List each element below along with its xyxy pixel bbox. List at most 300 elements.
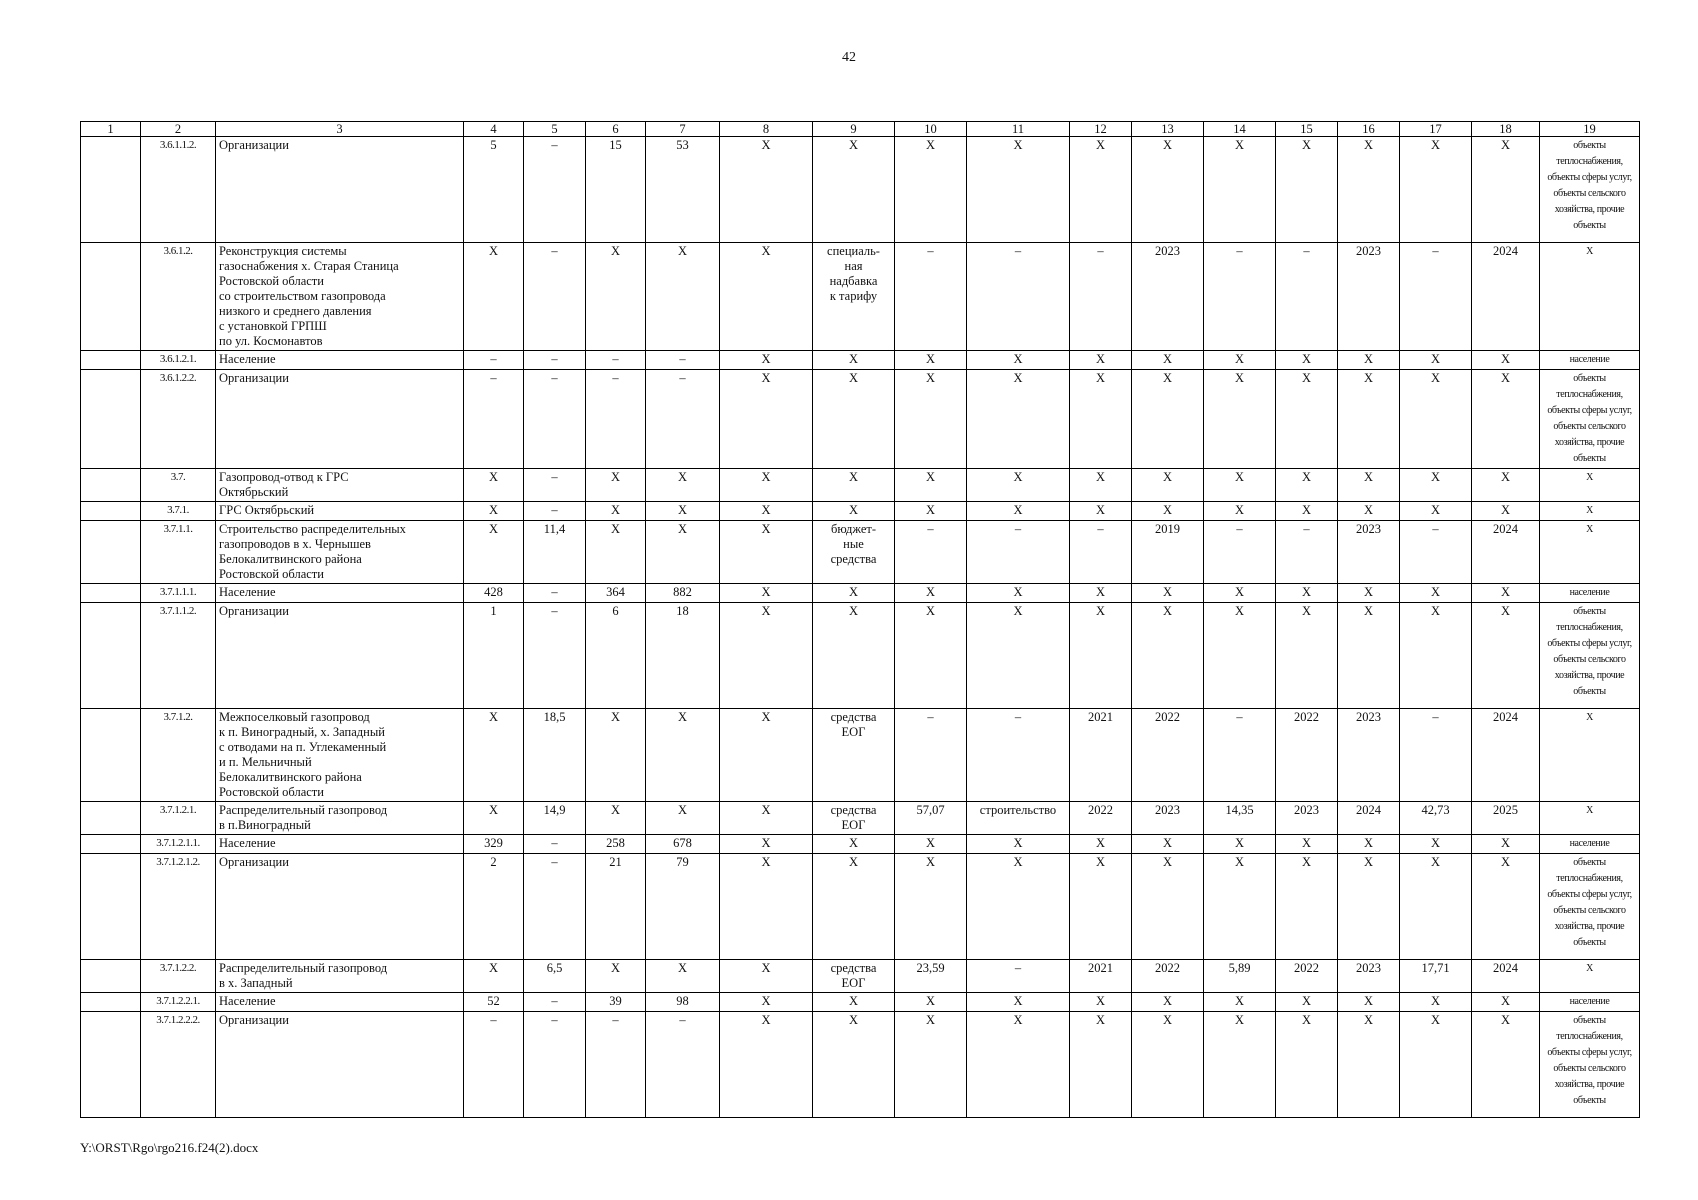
- table-cell: Х: [1472, 993, 1540, 1012]
- table-cell: Х: [586, 709, 646, 802]
- table-cell: Х: [967, 835, 1070, 854]
- table-cell: Х: [1400, 351, 1472, 370]
- table-cell: Х: [1276, 835, 1338, 854]
- item-name: Организации: [216, 854, 464, 960]
- table-cell: [81, 603, 141, 709]
- table-cell: 5,89: [1204, 960, 1276, 993]
- table-cell: Х: [813, 835, 895, 854]
- table-cell: 57,07: [895, 802, 967, 835]
- table-row: [81, 137, 1640, 243]
- table-cell: Х: [464, 709, 524, 802]
- item-code: 3.7.1.1.2.: [141, 603, 216, 709]
- table-cell: Х: [967, 137, 1070, 243]
- table-cell: 14,9: [524, 802, 586, 835]
- table-cell: Х: [1400, 469, 1472, 502]
- item-code: 3.7.1.1.1.: [141, 584, 216, 603]
- table-cell: 39: [586, 993, 646, 1012]
- table-cell: Х: [1472, 835, 1540, 854]
- table-cell: Х: [1204, 469, 1276, 502]
- table-cell: –: [586, 351, 646, 370]
- table-cell: Х: [813, 584, 895, 603]
- table-row: [81, 802, 1640, 835]
- table-cell: –: [1276, 243, 1338, 351]
- item-name: Газопровод-отвод к ГРС Октябрьский: [216, 469, 464, 502]
- table-cell: Х: [895, 502, 967, 521]
- column-number: 17: [1400, 122, 1472, 137]
- table-cell: Х: [1472, 370, 1540, 469]
- table-cell: Х: [1070, 502, 1132, 521]
- table-cell: Х: [813, 993, 895, 1012]
- table-row: [81, 993, 1640, 1012]
- table-cell: –: [524, 469, 586, 502]
- table-cell: Х: [1132, 137, 1204, 243]
- consumer-category: Х: [1540, 243, 1640, 351]
- consumer-category: объекты теплоснабжения, объекты сферы услуг, объекты сельского хозяйства, прочие объекты: [1540, 854, 1640, 960]
- item-code: 3.7.1.2.2.1.: [141, 993, 216, 1012]
- table-cell: Х: [1338, 1012, 1400, 1118]
- table-cell: Х: [1070, 584, 1132, 603]
- table-cell: –: [646, 351, 720, 370]
- column-number: 16: [1338, 122, 1400, 137]
- item-code: 3.6.1.2.: [141, 243, 216, 351]
- item-name: Население: [216, 584, 464, 603]
- table-cell: Х: [967, 584, 1070, 603]
- table-cell: Х: [586, 521, 646, 584]
- table-cell: –: [524, 351, 586, 370]
- table-cell: Х: [720, 709, 813, 802]
- table-cell: Х: [1204, 835, 1276, 854]
- item-name: Население: [216, 993, 464, 1012]
- table-cell: Х: [1472, 854, 1540, 960]
- table-cell: Х: [586, 802, 646, 835]
- table-cell: [81, 137, 141, 243]
- table-cell: –: [524, 137, 586, 243]
- table-cell: –: [524, 370, 586, 469]
- column-number: 11: [967, 122, 1070, 137]
- table-cell: Х: [967, 854, 1070, 960]
- item-code: 3.7.1.2.1.2.: [141, 854, 216, 960]
- item-name: Организации: [216, 603, 464, 709]
- consumer-category: объекты теплоснабжения, объекты сферы услуг, объекты сельского хозяйства, прочие объекты: [1540, 603, 1640, 709]
- file-path-footer: Y:\ORST\Rgo\rgo216.f24(2).docx: [80, 1140, 259, 1155]
- consumer-category: Х: [1540, 502, 1640, 521]
- table-row: [81, 854, 1640, 960]
- table-cell: Х: [1338, 584, 1400, 603]
- table-cell: Х: [1204, 351, 1276, 370]
- table-cell: –: [524, 584, 586, 603]
- table-row: [81, 521, 1640, 584]
- column-number: 12: [1070, 122, 1132, 137]
- table-cell: 678: [646, 835, 720, 854]
- column-number: 13: [1132, 122, 1204, 137]
- table-cell: Х: [646, 802, 720, 835]
- table-cell: Х: [720, 854, 813, 960]
- item-name: Межпоселковый газопровод к п. Виноградный, х. Западный с отводами на п. Углекаменный и п. Мельничный Белокалитвинского района Ростовской области: [216, 709, 464, 802]
- table-cell: Х: [1400, 137, 1472, 243]
- item-name: Реконструкция системы газоснабжения х. Старая Станица Ростовской области со строительством газопровода низкого и среднего давления с установкой ГРПШ по ул. Космонавтов: [216, 243, 464, 351]
- table-cell: [81, 960, 141, 993]
- consumer-category: население: [1540, 835, 1640, 854]
- table-cell: [81, 521, 141, 584]
- table-cell: 364: [586, 584, 646, 603]
- consumer-category: Х: [1540, 960, 1640, 993]
- table-cell: [81, 502, 141, 521]
- item-name: Распределительный газопровод в п.Виноградный: [216, 802, 464, 835]
- column-number: 4: [464, 122, 524, 137]
- table-cell: [81, 854, 141, 960]
- table-cell: –: [1276, 521, 1338, 584]
- table-cell: Х: [720, 243, 813, 351]
- table-cell: Х: [1338, 351, 1400, 370]
- table-cell: Х: [646, 243, 720, 351]
- table-cell: Х: [1070, 469, 1132, 502]
- table-cell: Х: [813, 351, 895, 370]
- table-cell: Х: [813, 469, 895, 502]
- table-cell: Х: [720, 1012, 813, 1118]
- table-cell: Х: [1070, 137, 1132, 243]
- table-cell: Х: [720, 351, 813, 370]
- table-cell: [81, 243, 141, 351]
- column-number: 5: [524, 122, 586, 137]
- item-name: Население: [216, 835, 464, 854]
- table-cell: Х: [1276, 502, 1338, 521]
- column-number: 18: [1472, 122, 1540, 137]
- table-cell: 428: [464, 584, 524, 603]
- table-row: [81, 584, 1640, 603]
- table-cell: Х: [646, 502, 720, 521]
- table-cell: Х: [1204, 584, 1276, 603]
- table-cell: –: [967, 960, 1070, 993]
- consumer-category: Х: [1540, 521, 1640, 584]
- table-cell: –: [524, 835, 586, 854]
- table-cell: 2024: [1338, 802, 1400, 835]
- table-cell: 2022: [1132, 709, 1204, 802]
- table-cell: Х: [1132, 502, 1204, 521]
- table-cell: Х: [895, 603, 967, 709]
- table-row: [81, 709, 1640, 802]
- table-cell: Х: [1132, 469, 1204, 502]
- table-cell: Х: [1276, 137, 1338, 243]
- table-cell: Х: [1400, 1012, 1472, 1118]
- table-cell: 2023: [1276, 802, 1338, 835]
- table-cell: 2021: [1070, 709, 1132, 802]
- table-cell: 21: [586, 854, 646, 960]
- consumer-category: Х: [1540, 709, 1640, 802]
- table-cell: –: [524, 993, 586, 1012]
- table-cell: 52: [464, 993, 524, 1012]
- table-cell: Х: [967, 351, 1070, 370]
- table-cell: –: [967, 243, 1070, 351]
- table-cell: Х: [1070, 1012, 1132, 1118]
- table-cell: Х: [967, 603, 1070, 709]
- table-cell: –: [524, 243, 586, 351]
- table-cell: 2022: [1132, 960, 1204, 993]
- table-cell: Х: [895, 370, 967, 469]
- table-cell: Х: [720, 469, 813, 502]
- item-code: 3.6.1.2.1.: [141, 351, 216, 370]
- table-cell: –: [524, 502, 586, 521]
- table-cell: 98: [646, 993, 720, 1012]
- table-cell: [81, 584, 141, 603]
- item-code: 3.7.1.2.2.2.: [141, 1012, 216, 1118]
- table-cell: 2024: [1472, 960, 1540, 993]
- table-cell: 5: [464, 137, 524, 243]
- table-cell: Х: [1276, 993, 1338, 1012]
- table-cell: 2024: [1472, 709, 1540, 802]
- table-cell: 2023: [1338, 960, 1400, 993]
- table-cell: –: [464, 370, 524, 469]
- table-cell: Х: [1400, 502, 1472, 521]
- table-cell: средства ЕОГ: [813, 960, 895, 993]
- table-cell: –: [646, 370, 720, 469]
- table-cell: Х: [720, 835, 813, 854]
- table-cell: Х: [720, 960, 813, 993]
- consumer-category: объекты теплоснабжения, объекты сферы услуг, объекты сельского хозяйства, прочие объекты: [1540, 370, 1640, 469]
- table-cell: 2023: [1132, 802, 1204, 835]
- consumer-category: Х: [1540, 802, 1640, 835]
- table-cell: –: [586, 370, 646, 469]
- table-cell: –: [895, 243, 967, 351]
- table-cell: Х: [1204, 137, 1276, 243]
- table-cell: –: [524, 854, 586, 960]
- table-cell: Х: [720, 603, 813, 709]
- table-cell: [81, 351, 141, 370]
- item-name: Организации: [216, 370, 464, 469]
- column-number: 10: [895, 122, 967, 137]
- table-cell: Х: [1070, 370, 1132, 469]
- table-cell: Х: [464, 960, 524, 993]
- table-cell: Х: [813, 370, 895, 469]
- table-cell: 79: [646, 854, 720, 960]
- table-cell: Х: [1070, 351, 1132, 370]
- table-cell: Х: [464, 469, 524, 502]
- table-cell: Х: [1338, 137, 1400, 243]
- table-cell: [81, 802, 141, 835]
- table-cell: Х: [1400, 835, 1472, 854]
- table-cell: Х: [586, 502, 646, 521]
- column-number: 9: [813, 122, 895, 137]
- item-code: 3.7.1.: [141, 502, 216, 521]
- table-cell: –: [895, 709, 967, 802]
- table-cell: 2023: [1132, 243, 1204, 351]
- table-cell: 1: [464, 603, 524, 709]
- item-name: Организации: [216, 1012, 464, 1118]
- table-cell: Х: [1276, 351, 1338, 370]
- table-row: [81, 603, 1640, 709]
- table-row: [81, 960, 1640, 993]
- column-number: 14: [1204, 122, 1276, 137]
- table-cell: средства ЕОГ: [813, 709, 895, 802]
- table-cell: –: [464, 1012, 524, 1118]
- table-cell: Х: [646, 469, 720, 502]
- column-number: 7: [646, 122, 720, 137]
- table-cell: Х: [967, 502, 1070, 521]
- table-cell: –: [1204, 243, 1276, 351]
- table-cell: 14,35: [1204, 802, 1276, 835]
- table-cell: Х: [586, 243, 646, 351]
- table-cell: Х: [1276, 854, 1338, 960]
- table-cell: –: [895, 521, 967, 584]
- table-cell: Х: [895, 351, 967, 370]
- table-cell: 882: [646, 584, 720, 603]
- table-cell: Х: [720, 584, 813, 603]
- table-cell: –: [1070, 243, 1132, 351]
- table-cell: 2022: [1276, 960, 1338, 993]
- table-cell: 6,5: [524, 960, 586, 993]
- item-name: Организации: [216, 137, 464, 243]
- table-row: [81, 1012, 1640, 1118]
- table-cell: Х: [1338, 469, 1400, 502]
- table-row: [81, 351, 1640, 370]
- table-cell: Х: [1400, 584, 1472, 603]
- table-cell: 329: [464, 835, 524, 854]
- table-cell: –: [1400, 709, 1472, 802]
- table-cell: Х: [646, 521, 720, 584]
- column-number: 1: [81, 122, 141, 137]
- table-row: [81, 502, 1640, 521]
- table-cell: Х: [646, 709, 720, 802]
- column-number: 6: [586, 122, 646, 137]
- table-cell: Х: [720, 993, 813, 1012]
- table-cell: Х: [1070, 603, 1132, 709]
- table-cell: 258: [586, 835, 646, 854]
- table-cell: Х: [586, 960, 646, 993]
- table-cell: Х: [895, 1012, 967, 1118]
- table-cell: Х: [1204, 1012, 1276, 1118]
- table-cell: Х: [1132, 1012, 1204, 1118]
- table-cell: Х: [813, 1012, 895, 1118]
- table-cell: Х: [1132, 993, 1204, 1012]
- table-cell: средства ЕОГ: [813, 802, 895, 835]
- table-cell: Х: [720, 521, 813, 584]
- table-cell: Х: [1276, 584, 1338, 603]
- table-cell: Х: [1276, 603, 1338, 709]
- table-cell: Х: [720, 137, 813, 243]
- table-cell: 23,59: [895, 960, 967, 993]
- consumer-category: Х: [1540, 469, 1640, 502]
- table-cell: Х: [1338, 854, 1400, 960]
- table-cell: Х: [895, 469, 967, 502]
- table-cell: Х: [1472, 502, 1540, 521]
- table-cell: Х: [1472, 137, 1540, 243]
- table-cell: Х: [1276, 1012, 1338, 1118]
- table-cell: Х: [1132, 835, 1204, 854]
- column-number: 15: [1276, 122, 1338, 137]
- table-row: [81, 370, 1640, 469]
- item-name: Население: [216, 351, 464, 370]
- item-code: 3.7.1.2.2.: [141, 960, 216, 993]
- table-cell: Х: [1400, 993, 1472, 1012]
- table-cell: –: [464, 351, 524, 370]
- table-cell: Х: [895, 137, 967, 243]
- table-cell: Х: [1204, 502, 1276, 521]
- table-cell: Х: [1070, 835, 1132, 854]
- table-cell: [81, 469, 141, 502]
- table-cell: Х: [1204, 993, 1276, 1012]
- item-name: Строительство распределительных газопроводов в х. Чернышев Белокалитвинского района Ростовской области: [216, 521, 464, 584]
- table-cell: 2023: [1338, 709, 1400, 802]
- table-cell: Х: [895, 854, 967, 960]
- table-cell: 2023: [1338, 521, 1400, 584]
- table-cell: [81, 993, 141, 1012]
- table-cell: [81, 709, 141, 802]
- table-cell: –: [1400, 243, 1472, 351]
- table-cell: Х: [720, 502, 813, 521]
- table-cell: 6: [586, 603, 646, 709]
- table-cell: –: [967, 521, 1070, 584]
- table-cell: –: [524, 603, 586, 709]
- table-cell: Х: [1400, 370, 1472, 469]
- table-cell: Х: [1204, 603, 1276, 709]
- item-code: 3.6.1.1.2.: [141, 137, 216, 243]
- table-cell: 2023: [1338, 243, 1400, 351]
- table-cell: Х: [586, 469, 646, 502]
- item-code: 3.7.1.2.1.: [141, 802, 216, 835]
- table-cell: Х: [1400, 603, 1472, 709]
- table-cell: Х: [720, 802, 813, 835]
- table-cell: Х: [1132, 351, 1204, 370]
- table-cell: [81, 835, 141, 854]
- table-cell: Х: [1338, 835, 1400, 854]
- table-cell: Х: [1276, 370, 1338, 469]
- column-number: 3: [216, 122, 464, 137]
- consumer-category: объекты теплоснабжения, объекты сферы услуг, объекты сельского хозяйства, прочие объекты: [1540, 137, 1640, 243]
- item-code: 3.7.1.1.: [141, 521, 216, 584]
- table-cell: Х: [464, 802, 524, 835]
- table-cell: специаль- ная надбавка к тарифу: [813, 243, 895, 351]
- page-number: 42: [842, 50, 856, 65]
- table-cell: Х: [967, 469, 1070, 502]
- column-number: 19: [1540, 122, 1640, 137]
- table-cell: Х: [1132, 854, 1204, 960]
- table-cell: –: [646, 1012, 720, 1118]
- table-cell: Х: [1204, 854, 1276, 960]
- table-cell: –: [1400, 521, 1472, 584]
- table-cell: Х: [1338, 993, 1400, 1012]
- table-cell: Х: [1204, 370, 1276, 469]
- table-cell: Х: [1472, 584, 1540, 603]
- table-cell: Х: [720, 370, 813, 469]
- table-cell: Х: [1338, 370, 1400, 469]
- consumer-category: объекты теплоснабжения, объекты сферы услуг, объекты сельского хозяйства, прочие объекты: [1540, 1012, 1640, 1118]
- table-cell: Х: [967, 1012, 1070, 1118]
- table-cell: Х: [464, 243, 524, 351]
- table-cell: 17,71: [1400, 960, 1472, 993]
- table-cell: Х: [1132, 603, 1204, 709]
- table-cell: бюджет- ные средства: [813, 521, 895, 584]
- table-cell: Х: [967, 370, 1070, 469]
- table-row: [81, 835, 1640, 854]
- table-cell: Х: [1472, 469, 1540, 502]
- table-cell: Х: [464, 502, 524, 521]
- table-cell: 42,73: [1400, 802, 1472, 835]
- table-cell: Х: [895, 993, 967, 1012]
- table-cell: 18,5: [524, 709, 586, 802]
- table-cell: Х: [895, 584, 967, 603]
- table-cell: Х: [1132, 370, 1204, 469]
- table-cell: 53: [646, 137, 720, 243]
- table-cell: 2024: [1472, 243, 1540, 351]
- item-code: 3.7.: [141, 469, 216, 502]
- table-cell: 15: [586, 137, 646, 243]
- table-row: [81, 243, 1640, 351]
- table-cell: 11,4: [524, 521, 586, 584]
- table-cell: –: [1070, 521, 1132, 584]
- table-cell: 2019: [1132, 521, 1204, 584]
- table-cell: Х: [646, 960, 720, 993]
- table-cell: [81, 370, 141, 469]
- table-cell: Х: [813, 854, 895, 960]
